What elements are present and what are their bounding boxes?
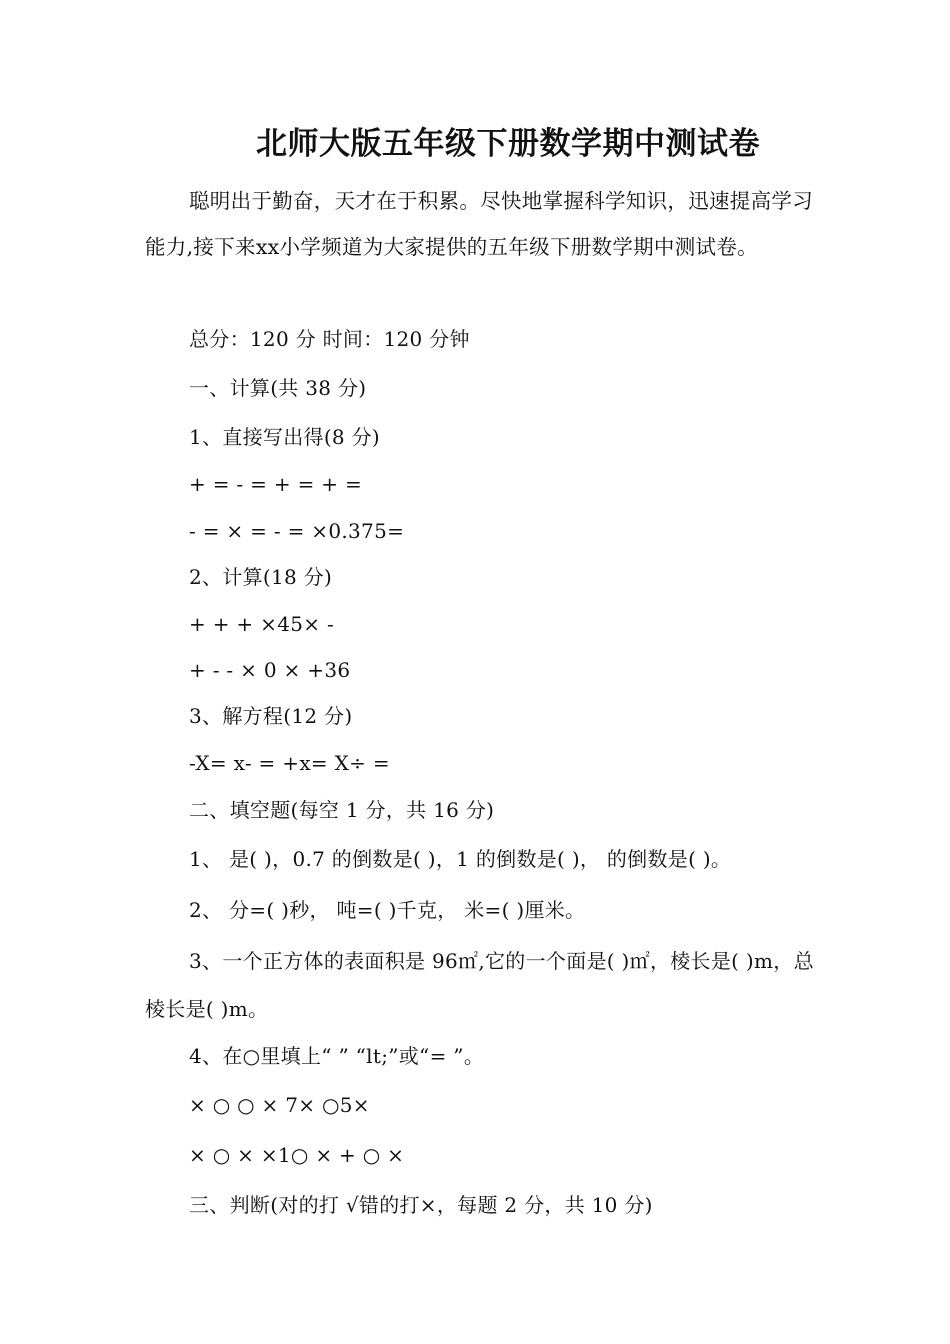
question-1-2-row-2: + - - × 0 × +36 bbox=[189, 658, 351, 682]
question-2-4: 4、在○里填上“ ” “lt;”或“= ”。 bbox=[189, 1044, 485, 1068]
section-3-heading: 三、判断(对的打 √错的打×，每题 2 分，共 10 分) bbox=[189, 1193, 653, 1217]
question-1-2-row-1: + + + ×45× - bbox=[189, 612, 335, 636]
question-2-3: 3、一个正方体的表面积是 96㎡,它的一个面是( )㎡，棱长是( )m，总棱长是( )m。 bbox=[145, 949, 814, 1021]
section-1-heading: 一、计算(共 38 分) bbox=[189, 376, 367, 400]
question-1-3-row: -X= x- = +x= X÷ = bbox=[189, 751, 390, 775]
question-2-4-row-2: × ○ × ×1○ × + ○ × bbox=[189, 1143, 405, 1167]
question-2-2: 2、 分=( )秒， 吨=( )千克， 米=( )厘米。 bbox=[189, 898, 586, 922]
score-time-line: 总分：120 分 时间：120 分钟 bbox=[189, 327, 470, 351]
section-2-heading: 二、填空题(每空 1 分，共 16 分) bbox=[189, 798, 495, 822]
question-2-4-row-1: × ○ ○ × 7× ○5× bbox=[189, 1093, 370, 1117]
question-1-2-heading: 2、计算(18 分) bbox=[189, 565, 333, 589]
intro-paragraph: 聪明出于勤奋，天才在于积累。尽快地掌握科学知识，迅速提高学习能力,接下来xx小学频道为大家提供的五年级下册数学期中测试卷。 bbox=[145, 189, 813, 259]
question-1-1-row-1: + = - = + = + = bbox=[189, 472, 363, 496]
document-title: 北师大版五年级下册数学期中测试卷 bbox=[256, 126, 760, 162]
question-2-1: 1、 是( )，0.7 的倒数是( )，1 的倒数是( )， 的倒数是( )。 bbox=[189, 847, 732, 871]
question-1-1-row-2: - = × = - = ×0.375= bbox=[189, 519, 405, 543]
question-1-3-heading: 3、解方程(12 分) bbox=[189, 704, 353, 728]
question-1-1-heading: 1、直接写出得(8 分) bbox=[189, 425, 381, 449]
